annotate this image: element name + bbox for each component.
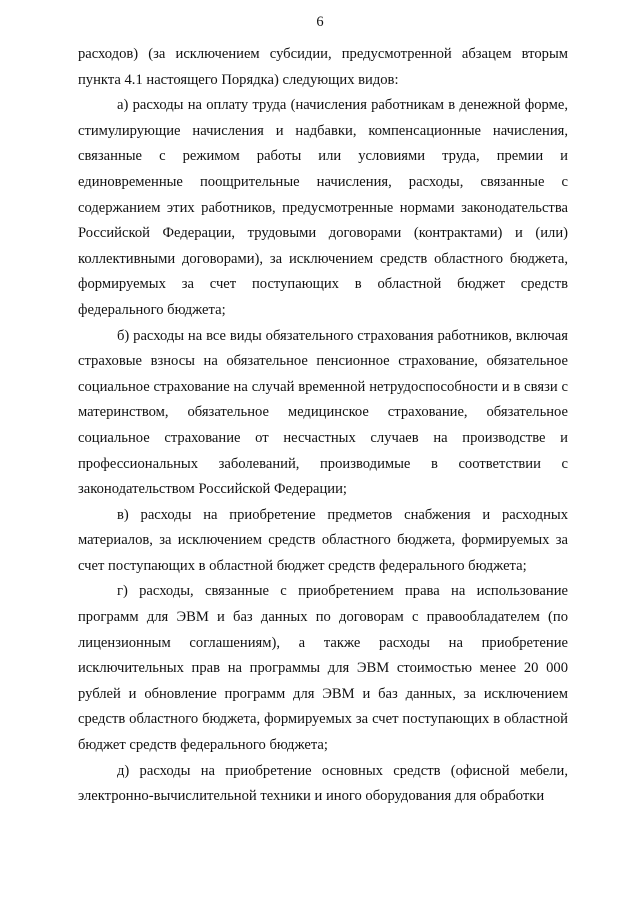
paragraph-b-insurance: б) расходы на все виды обязательного страхования работников, включая страховые взносы на обязательное пенсионное страхование, обязательное социальное страхование на случай временной нетрудоспособности и в связи с материнством, обязательное медицинское страхование, обязательное социальное страхование от несчастных случаев на производстве и профессиональных заболеваний, производимые в соответствии с законодательством Российской Федерации;	[78, 327, 568, 498]
document-body	[78, 42, 568, 810]
paragraph-g-software: г) расходы, связанные с приобретением права на использование программ для ЭВМ и баз данных по договорам с правообладателем (по лицензионным соглашениям), а также расходы на приобретение исключительных прав на программы для ЭВМ стоимостью менее 20 000 рублей и обновление программ для ЭВМ и баз данных, за исключением средств областного бюджета, формируемых за счет поступающих в областной бюджет средств федерального бюджета;	[78, 583, 568, 754]
paragraph-a-labor-costs: а) расходы на оплату труда (начисления работникам в денежной форме, стимулирующие начисления и надбавки, компенсационные начисления, связанные с режимом работы или условиями труда, премии и единовременные поощрительные начисления, расходы, связанные с содержанием этих работников, предусмотренные нормами законодательства Российской Федерации, трудовыми договорами (контрактами) и (или) коллективными договорами), за исключением средств областного бюджета, формируемых за счет поступающих в областной бюджет средств федерального бюджета;	[78, 97, 568, 318]
paragraph-continuation: расходов) (за исключением субсидии, предусмотренной абзацем вторым пункта 4.1 настоящего Порядка) следующих видов:	[78, 46, 568, 88]
paragraph-v-supplies: в) расходы на приобретение предметов снабжения и расходных материалов, за исключением средств областного бюджета, формируемых за счет поступающих в областной бюджет средств федерального бюджета;	[78, 506, 568, 574]
paragraph-d-fixed-assets: д) расходы на приобретение основных средств (офисной мебели, электронно-вычислительной техники и иного оборудования для обработки	[78, 762, 568, 805]
page-number: 6	[316, 14, 324, 30]
